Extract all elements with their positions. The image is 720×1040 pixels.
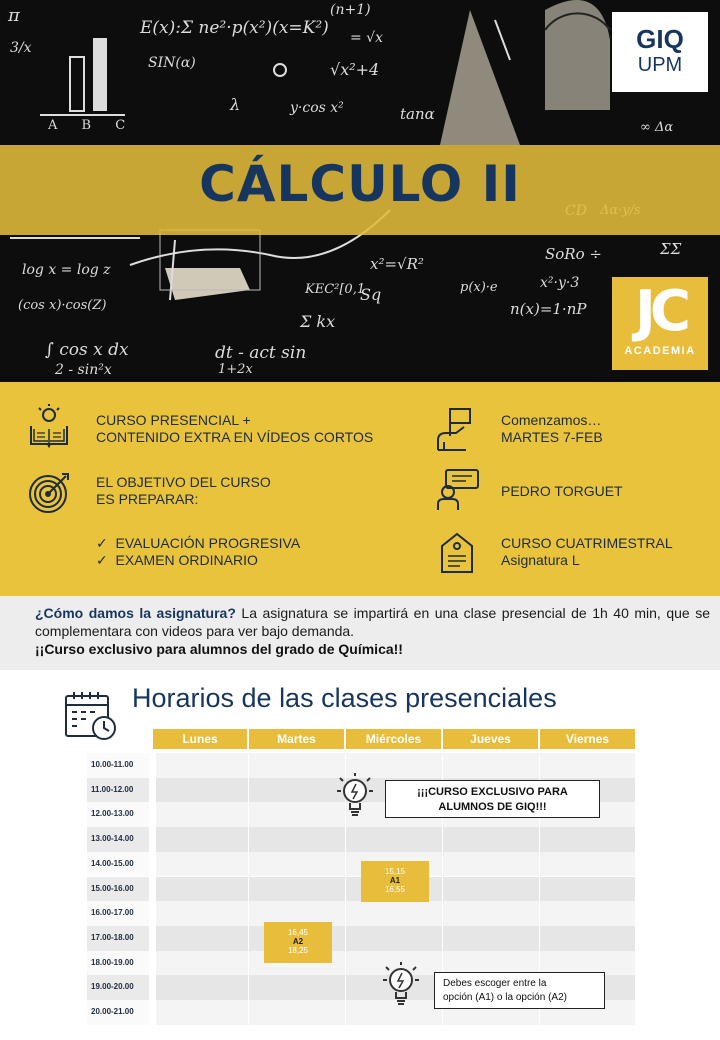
scribble: √x²+4 [330,60,380,79]
slot-end: 16,55 [384,885,406,894]
item1-line2: CONTENIDO EXTRA EN VÍDEOS CORTOS [96,429,374,445]
scribble: 1+2x [218,362,253,377]
check-item: ✓ EVALUACIÓN PROGRESIVA [96,535,301,551]
day-martes: Martes [249,729,344,749]
day-viernes: Viernes [540,729,635,749]
scribble: dt - act sin [215,343,307,363]
time-label: 11.00-12.00 [87,778,149,803]
time-cells [156,901,635,926]
item3-line2: ES PREPARAR: [96,491,199,507]
time-label: 13.00-14.00 [87,827,149,852]
scribble: y·cos x² [290,100,344,116]
item3-line1: EL OBJETIVO DEL CURSO [96,474,271,490]
note1-line1: ¡¡¡CURSO EXCLUSIVO PARA [417,786,568,798]
description-body: La asignatura se impartirá en una clase presencial de 1h 40 min, que se complementara con videos para ver bajo demanda. [35,605,710,639]
day-miercoles: Miércoles [346,729,441,749]
calendar-clock-icon [64,690,118,744]
lightbulb-icon [380,962,422,1008]
item1-line1: CURSO PRESENCIAL + [96,412,251,428]
slot-end: 18,25 [287,946,309,955]
page-title: CÁLCULO II [199,155,521,213]
scribble: Σ kx [300,312,336,331]
exclusive-note: ¡¡Curso exclusivo para alumnos del grado de Química!! [35,641,403,657]
scribble: Sq [360,285,382,304]
time-label: 10.00-11.00 [87,753,149,778]
scribble: ΣΣ [660,240,682,258]
scribble: n(x)=1·nP [510,300,587,318]
scribble: SoRo ÷ [545,245,602,263]
teacher-icon [436,468,482,512]
note2-line2: opción (A1) o la opción (A2) [443,992,567,1003]
choose-option-note [434,972,605,1009]
tag-icon [440,532,474,574]
time-cells [156,926,635,951]
logo-name: ACADEMIA [624,345,696,357]
scribble: log x = log z [22,262,111,278]
check-item: ✓ EXAMEN ORDINARIO [96,552,258,568]
column-divider [248,753,249,1025]
time-cells [156,827,635,852]
scribble: ∞ Δα [640,120,674,135]
time-label: 14.00-15.00 [87,852,149,877]
time-label: 12.00-13.00 [87,802,149,827]
scribble: π [8,5,20,26]
day-jueves: Jueves [443,729,538,749]
badge-line2: UPM [637,54,683,76]
scribble: 2 - sin²x [55,362,112,378]
scribble: E(x):Σ ne²·p(x²)(x=K²) [140,18,329,38]
scribble: (cos x)·cos(Z) [18,298,107,313]
time-label: 15.00-16.00 [87,877,149,902]
scribble: x²·y·3 [540,275,580,291]
schedule-title: Horarios de las clases presenciales [132,683,557,713]
slot-start: 15,15 [384,867,406,876]
cuatrimestral-text [501,535,673,569]
giq-upm-badge [612,12,708,92]
teacher-name: PEDRO TORGUET [501,483,623,499]
scribble: = √x [350,30,383,46]
class-slot-a2 [264,922,332,963]
start-date-text [501,412,603,446]
time-row [87,827,635,852]
note2-line1: Debes escoger entre la [443,978,547,989]
time-label: 19.00-20.00 [87,975,149,1000]
time-label: 17.00-18.00 [87,926,149,951]
item5-line2: Asignatura L [501,552,580,568]
check-item-label: EXAMEN ORDINARIO [115,552,258,568]
scribble: λ [230,95,241,114]
scribble: (n+1) [330,2,371,18]
target-icon [28,470,72,514]
scribble: p(x)·e [460,280,498,295]
slot-group: A1 [389,876,401,885]
scribble: KEC²[0,1 [305,282,366,297]
book-lightbulb-icon [28,404,70,448]
scribble: 3/x [10,40,32,56]
presencial-text [96,412,373,446]
item2-line2: MARTES 7-FEB [501,429,603,445]
slot-group: A2 [292,937,304,946]
objective-text [96,474,271,508]
scribble: A B C [48,118,136,133]
time-row [87,901,635,926]
time-label: 16.00-17.00 [87,901,149,926]
time-label: 20.00-21.00 [87,1000,149,1025]
scribble: ∫ cos x dx [45,340,129,360]
item5-line1: CURSO CUATRIMESTRAL [501,535,673,551]
note1-line2: ALUMNOS DE GIQ!!! [438,801,547,813]
slot-start: 16,45 [287,928,309,937]
day-lunes: Lunes [153,729,247,749]
class-slot-a1 [361,861,429,902]
description-question: ¿Cómo damos la asignatura? [35,605,236,621]
course-info-panel [0,382,720,596]
jc-academia-logo [612,277,708,370]
lightbulb-icon [334,773,376,819]
time-row [87,926,635,951]
item2-line1: Comenzamos… [501,412,602,428]
flag-person-icon [436,406,478,452]
scribble: tanα [400,105,435,123]
scribble: x²=√R² [370,255,424,273]
exclusive-giq-note [385,780,600,818]
badge-line1: GIQ [636,24,684,54]
scribble: SIN(α) [148,55,196,71]
objective-checklist [96,535,300,569]
hero-banner [0,0,720,382]
course-description [0,596,720,670]
time-cells [156,753,635,778]
time-label: 18.00-19.00 [87,951,149,976]
check-item-label: EVALUACIÓN PROGRESIVA [115,535,301,551]
logo-letters: JC [635,279,685,344]
